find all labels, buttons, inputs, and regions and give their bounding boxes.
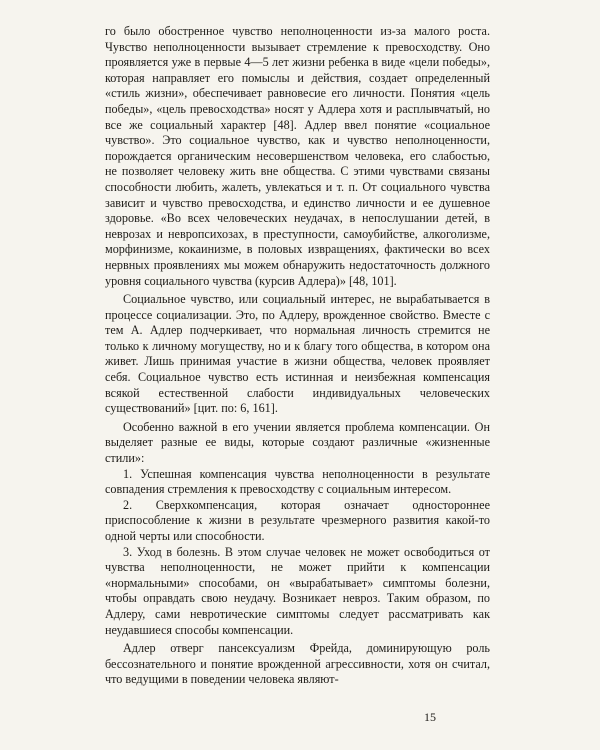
paragraph-2: Социальное чувство, или социальный интерес, не вырабатывается в процессе социализации. Это, по Адлеру, врожденное свойство. Вместе с тем А. Адлер подчеркивает, что нормальная личность стремится не только к личному могуществу, но и к благу того общества, в котором она живет. Лишь принимая участие в жизни общества, человек проявляет себя. Социальное чувство есть истинная и неизбежная компенсация всякой естественной слабости индивидуальных человеческих существований» [цит. по: 6, 161]. <box>105 292 490 416</box>
list-item-1: 1. Успешная компенсация чувства неполноценности в результате совпадения стремления к превосходству с социальным интересом. <box>105 466 490 497</box>
list-item-2: 2. Сверхкомпенсация, которая означает одностороннее приспособление к жизни в результате чрезмерного развития какой-то одной черты или способности. <box>105 497 490 543</box>
paragraph-last: Адлер отверг пансексуализм Фрейда, доминирующую роль бессознательного и понятие врожденной агрессивности, хотя он считал, что ведущими в поведении человека являют- <box>105 641 490 687</box>
page-body-text <box>105 24 490 688</box>
page-number: 15 <box>424 710 436 724</box>
list-item-3: 3. Уход в болезнь. В этом случае человек не может освободиться от чувства неполноценности, не может прийти к компенсации «нормальными» способами, он «вырабатывает» симптомы болезни, чтобы оправдать свою неудачу. Возникает невроз. Таким образом, по Адлеру, сами невротические симптомы следует рассматривать как неудавшиеся способы компенсации. <box>105 544 490 637</box>
paragraph-3: Особенно важной в его учении является проблема компенсации. Он выделяет разные ее виды, которые создают различные «жизненные стили»: <box>105 419 490 466</box>
paragraph-1: го было обостренное чувство неполноценности из-за малого роста. Чувство неполноценности вызывает стремление к превосходству. Оно проявляется уже в первые 4—5 лет жизни ребенка в виде «цели победы», которая направляет его помыслы и действия, создает определенный «стиль жизни», обеспечивает равновесие его личности. Понятия «цель победы», «цель превосходства» носят у Адлера хотя и расплывчатый, но все же социальный характер [48]. Адлер ввел понятие «социальное чувство». Это социальное чувство, как и чувство неполноценности, порождается органическим несовершенством человека, его слабостью, не позволяет человеку жить вне общества. С этими чувствами связаны способности любить, жалеть, увлекаться и т. п. От социального чувства зависит и чувство превосходства, и единство личности и ее душевное здоровье. «Во всех человеческих неудачах, в непослушании детей, в неврозах и невропсихозах, в преступности, самоубийстве, алкоголизме, морфинизме, кокаинизме, в половых извращениях, фактически во всех нервных проявлениях мы можем обнаружить недостаточность должного уровня социального чувства (курсив Адлера)» [48, 101]. <box>105 24 490 288</box>
